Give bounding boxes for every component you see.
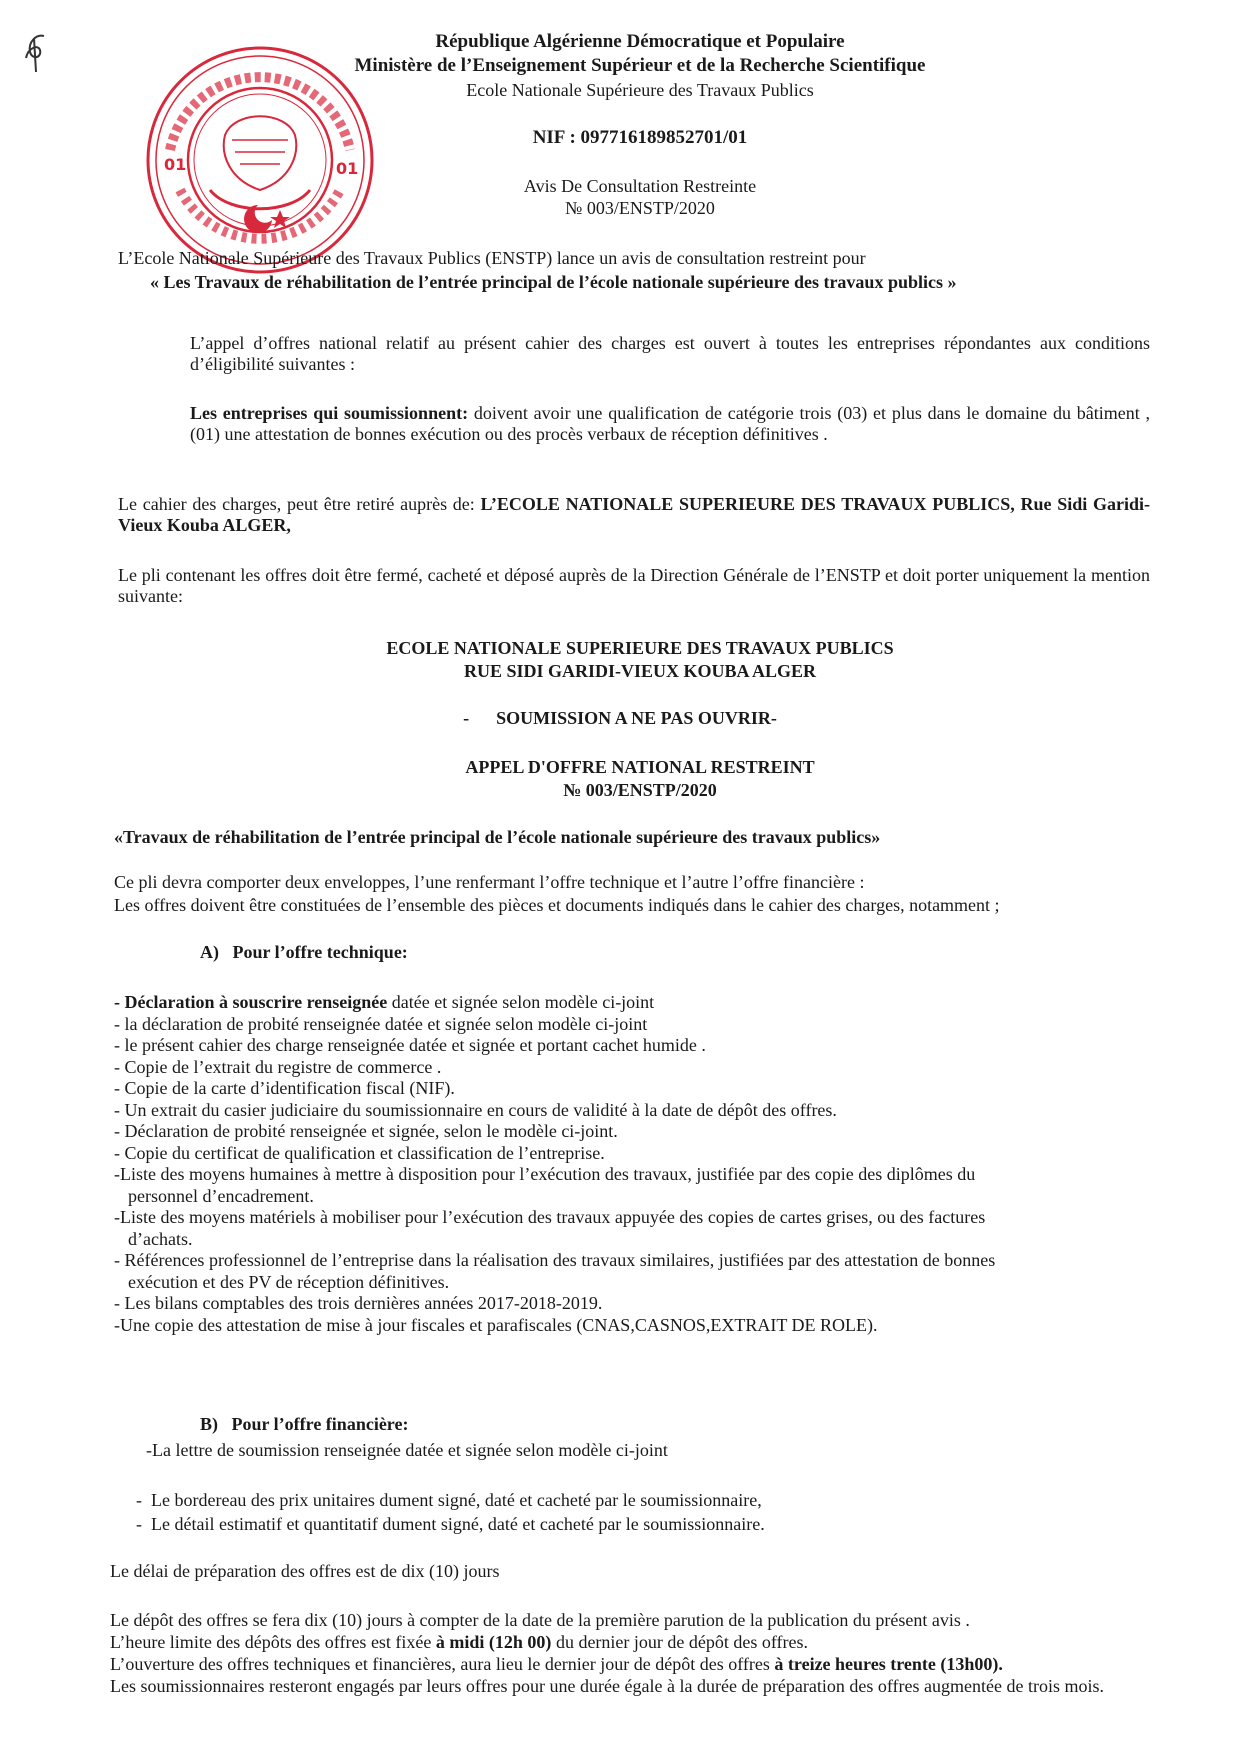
handwritten-initial-mark [14,28,54,78]
list-item: -Liste des moyens humaines à mettre à disposition pour l’exécution des travaux, justifiée par des copie des diplômes du [114,1164,976,1184]
list-item: - Un extrait du casier judiciaire du soumissionnaire en cours de validité à la date de dépôt des offres. [114,1099,837,1120]
list-item: - Copie de la carte d’identification fiscal (NIF). [114,1078,455,1098]
financial-item-bordereau: - Le bordereau des prix unitaires dument signé, daté et cacheté par le soumissionnaire, [136,1490,762,1510]
header-ministry: Ministère de l’Enseignement Supérieur et de la Recherche Scientifique [354,55,926,76]
commitment-paragraph: Les soumissionnaires resteront engagés par leurs offres pour une durée égale à la durée de préparation des offres augmentée de trois mois. [110,1676,1104,1696]
preparation-delay: Le délai de préparation des offres est de dix (10) jours [110,1561,500,1581]
list-item: - la déclaration de probité renseignée datée et signée selon modèle ci-joint [114,1013,648,1034]
list-item [114,992,995,1014]
financial-offer-heading: B) Pour l’offre financière: [200,1414,409,1434]
nif-number: NIF : 097716189852701/01 [532,127,748,148]
technical-offer-heading: A) Pour l’offre technique: [200,942,408,962]
stamp-right-number: 01 [336,159,359,178]
envelopes-line: Ce pli devra comporter deux enveloppes, l’une renfermant l’offre technique et l’autre l’offre financière : [114,872,865,892]
retrieval-address: L’ECOLE NATIONALE SUPERIEURE DES TRAVAUX PUBLICS, Rue Sidi Garidi-Vieux Kouba ALGER, [118,494,1151,535]
list-item: - Les bilans comptables des trois dernières années 2017-2018-2019. [114,1293,603,1313]
mention-tender-number: № 003/ENSTP/2020 [563,780,717,800]
project-title: « Les Travaux de réhabilitation de l’entrée principal de l’école nationale supérieure des travaux publics » [150,272,957,292]
opening-schedule [110,1654,1003,1675]
mention-do-not-open: - SOUMISSION A NE PAS OUVRIR- [463,708,777,728]
deposit-note: Le pli contenant les offres doit être fermé, cacheté et déposé auprès de la Direction Générale de l’ENSTP et doit porter uniquement la mention suivante: [118,565,1150,606]
eligibility-conditions [190,403,1150,445]
financial-item-letter: -La lettre de soumission renseignée datée et signée selon modèle ci-joint [146,1440,668,1460]
list-item-continuation: exécution et des PV de réception définitives. [128,1271,450,1292]
deposit-deadline [110,1632,808,1653]
list-item-bold: - Déclaration à souscrire renseignée [114,992,388,1012]
header-school: Ecole Nationale Supérieure des Travaux Publics [466,80,814,100]
deposit-schedule: Le dépôt des offres se fera dix (10) jours à compter de la date de la première parution de la publication du présent avis . [110,1610,970,1630]
list-item: -Une copie des attestation de mise à jour fiscales et parafiscales (CNAS,CASNOS,EXTRAIT DE ROLE). [114,1314,878,1335]
deadline-time: à midi (12h 00) [435,1632,552,1652]
notice-title: Avis De Consultation Restreinte [523,176,757,196]
list-item-continuation: personnel d’encadrement. [128,1185,314,1206]
list-item: - le présent cahier des charge renseignée datée et signée et portant cachet humide . [114,1035,706,1055]
stamp-left-number: 01 [164,155,187,174]
mention-project-title: «Travaux de réhabilitation de l’entrée principal de l’école nationale supérieure des travaux publics» [114,827,881,847]
intro-line: L’Ecole Nationale Supérieure des Travaux Publics (ENSTP) lance un avis de consultation restreint pour [118,248,866,268]
mention-school: ECOLE NATIONALE SUPERIEURE DES TRAVAUX PUBLICS [386,638,894,658]
list-item: - Copie de l’extrait du registre de commerce . [114,1056,442,1077]
notice-number: № 003/ENSTP/2020 [565,198,715,218]
opening-time: à treize heures trente (13h00). [774,1654,1003,1674]
retrieval-paragraph [118,494,1150,536]
list-item: -Liste des moyens matériels à mobiliser pour l’exécution des travaux appuyée des copies de cartes grises, ou des factures [114,1207,986,1227]
deadline-text: L’heure limite des dépôts des offres est fixée [110,1632,436,1652]
header-republic: République Algérienne Démocratique et Populaire [435,31,845,52]
eligibility-paragraph: L’appel d’offres national relatif au présent cahier des charges est ouvert à toutes les entreprises répondantes aux conditions d’éligibilité suivantes : [190,333,1150,374]
retrieval-text: Le cahier des charges, peut être retiré auprès de: [118,494,481,514]
mention-address: RUE SIDI GARIDI-VIEUX KOUBA ALGER [463,661,817,681]
list-item-text: datée et signée selon modèle ci-joint [387,992,655,1012]
list-item: - Références professionnel de l’entreprise dans la réalisation des travaux similaires, justifiées par des attestation de bonnes [114,1250,996,1270]
financial-item-detail: - Le détail estimatif et quantitatif dument signé, daté et cacheté par le soumissionnaire. [136,1514,765,1534]
eligibility-text: doivent avoir une qualification de catégorie trois (03) et plus dans le domaine du bâtiment , (01) une attestation de bonnes exécution ou des procès verbaux de réception définitives . [190,403,1151,444]
list-item: - Déclaration de probité renseignée et signée, selon le modèle ci-joint. [114,1121,618,1141]
technical-offer-list [114,992,995,1336]
eligibility-label: Les entreprises qui soumissionnent: [190,403,469,423]
opening-text: L’ouverture des offres techniques et financières, aura lieu le dernier jour de dépôt des offres [110,1654,775,1674]
deadline-text-end: du dernier jour de dépôt des offres. [551,1632,809,1652]
mention-tender-type: APPEL D'OFFRE NATIONAL RESTREINT [465,757,815,777]
list-item: - Copie du certificat de qualification et classification de l’entreprise. [114,1142,605,1163]
documents-line: Les offres doivent être constituées de l’ensemble des pièces et documents indiqués dans le cahier des charges, notamment ; [114,895,1000,915]
list-item-continuation: d’achats. [128,1228,193,1249]
